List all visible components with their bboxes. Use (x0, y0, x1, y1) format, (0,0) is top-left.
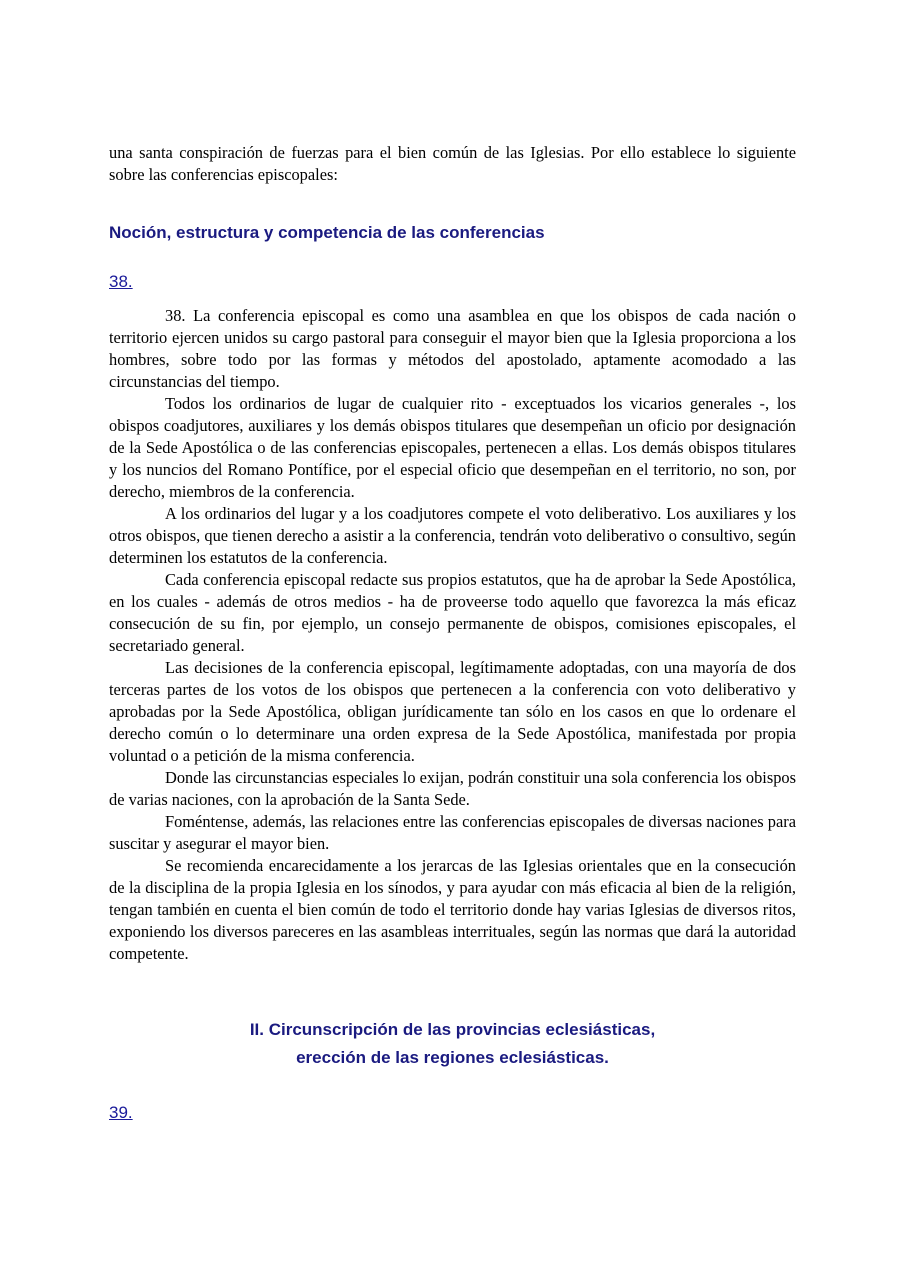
section-heading-line-2: erección de las regiones eclesiásticas. (296, 1048, 609, 1067)
section-heading-line-1: II. Circunscripción de las provincias eclesiásticas, (249, 1020, 656, 1039)
article-38-paragraph-7: Foméntense, además, las relaciones entre las conferencias episcopales de diversas naciones para suscitar y asegurar el mayor bien. (109, 812, 796, 853)
article-38-paragraph-1: 38. La conferencia episcopal es como una asamblea en que los obispos de cada nación o territorio ejercen unidos su cargo pastoral para conseguir el mayor bien que la Iglesia proporciona a los hombres, sobre todo por las formas y métodos del apostolado, aptamente acomodado a las circunstancias del tiempo. (109, 306, 796, 391)
article-38-paragraph-2: Todos los ordinarios de lugar de cualquier rito - exceptuados los vicarios generales -, los obispos coadjutores, auxiliares y los demás obispos titulares que desempeñan un oficio por designación de la Sede Apostólica o de las conferencias episcopales, pertenecen a ellas. Los demás obispos titulares y los nuncios del Romano Pontífice, por el especial oficio que desempeñan en el territorio, no son, por derecho, miembros de la conferencia. (109, 394, 796, 501)
article-38-body (109, 305, 796, 965)
article-38-paragraph-8: Se recomienda encarecidamente a los jerarcas de las Iglesias orientales que en la consecución de la disciplina de la propia Iglesia en los sínodos, y para ayudar con más eficacia al bien de la religión, tengan también en cuenta el bien común de todo el territorio donde hay varias Iglesias de diversos ritos, exponiendo los diversos pareceres en las asambleas interrituales, según las normas que dará la autoridad competente. (109, 856, 796, 963)
subheading: Noción, estructura y competencia de las conferencias (109, 223, 545, 242)
article-38-paragraph-6: Donde las circunstancias especiales lo exijan, podrán constituir una sola conferencia los obispos de varias naciones, con la aprobación de la Santa Sede. (109, 768, 796, 809)
article-38-paragraph-3: A los ordinarios del lugar y a los coadjutores compete el voto deliberativo. Los auxiliares y los otros obispos, que tienen derecho a asistir a la conferencia, tendrán voto deliberativo o consultivo, según determinen los estatutos de la conferencia. (109, 504, 796, 567)
intro-paragraph: una santa conspiración de fuerzas para el bien común de las Iglesias. Por ello establece lo siguiente sobre las conferencias episcopales: (109, 143, 796, 184)
article-38-link[interactable]: 38. (109, 272, 133, 291)
article-38-paragraph-4: Cada conferencia episcopal redacte sus propios estatutos, que ha de aprobar la Sede Apostólica, en los cuales - además de otros medios - ha de proveerse todo aquello que favorezca la más eficaz consecución de su fin, por ejemplo, un consejo permanente de obispos, comisiones episcopales, el secretariado general. (109, 570, 796, 655)
article-39-link[interactable]: 39. (109, 1103, 133, 1122)
section-heading (109, 1016, 796, 1072)
document-page (109, 142, 796, 1124)
article-38-paragraph-5: Las decisiones de la conferencia episcopal, legítimamente adoptadas, con una mayoría de dos terceras partes de los votos de los obispos que pertenecen a la conferencia con voto deliberativo y aprobadas por la Sede Apostólica, obligan jurídicamente tan sólo en los casos en que lo ordenare el derecho común o lo determinare una orden expresa de la Sede Apostólica, manifestada por propia voluntad o a petición de la misma conferencia. (109, 658, 796, 765)
